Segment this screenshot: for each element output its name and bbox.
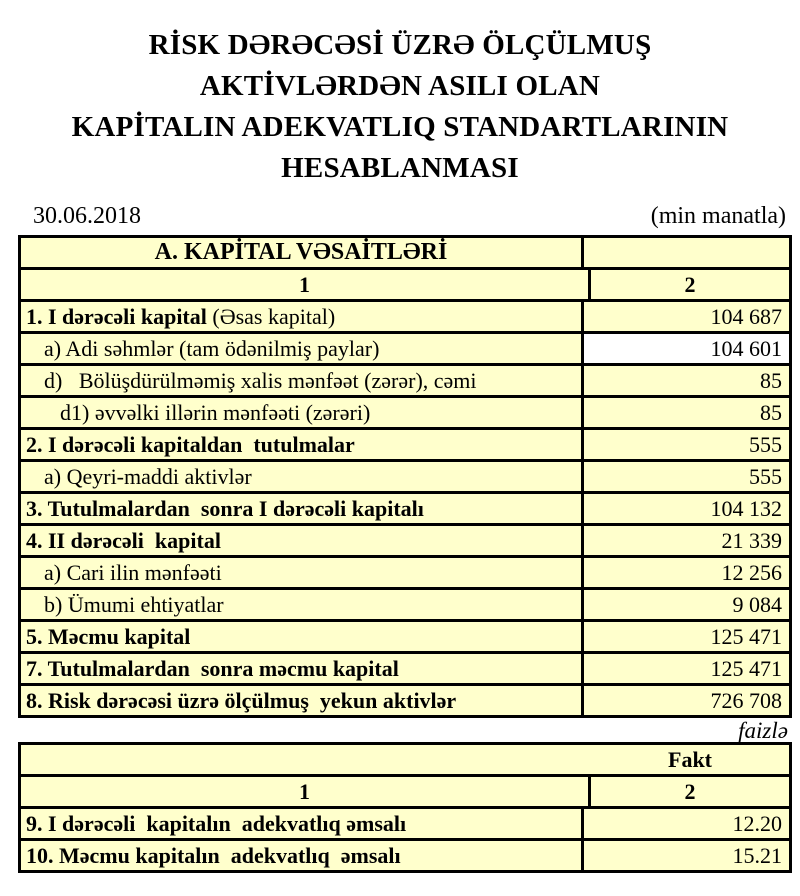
page-title	[10, 25, 790, 189]
table-row	[21, 651, 789, 683]
row-label: d) Bölüşdürülməmiş xalis mənfəət (zərər), cəmi	[44, 367, 477, 393]
table-section-header	[21, 238, 789, 267]
row-value: 555	[581, 430, 789, 459]
table-row	[21, 427, 789, 459]
adequacy-table	[18, 742, 792, 873]
section-header-value-cell	[581, 238, 789, 267]
row-label: d1) əvvəlki illərin mənfəəti (zərəri)	[60, 399, 371, 425]
row-label: a) Adi səhmlər (tam ödənilmiş paylar)	[44, 335, 380, 361]
table-row	[21, 683, 789, 715]
table-row	[21, 587, 789, 619]
table-row	[21, 806, 789, 838]
section-title: A. KAPİTAL VƏSAİTLƏRİ	[154, 239, 448, 265]
column-header-2: 2	[588, 270, 789, 299]
row-label: 4. II dərəcəli kapital	[26, 527, 221, 553]
row-label: 7. Tutulmalardan sonra məcmu kapital	[26, 655, 399, 681]
row-value: 85	[581, 398, 789, 427]
column-number-row	[21, 267, 789, 299]
row-value: 12.20	[581, 809, 789, 838]
meta-row	[0, 203, 800, 229]
column-header-1: 1	[299, 271, 310, 297]
title-line-3: KAPİTALIN ADEKVATLIQ STANDARTLARININ	[71, 111, 729, 143]
row-value: 104 687	[581, 302, 789, 331]
row-value: 125 471	[581, 622, 789, 651]
table-row	[21, 491, 789, 523]
row-value: 555	[581, 462, 789, 491]
row-label: 5. Məcmu kapital	[26, 623, 191, 649]
table-row	[21, 619, 789, 651]
row-label: 1. I dərəcəli kapital (Əsas kapital)	[26, 303, 336, 329]
row-value: 125 471	[581, 654, 789, 683]
row-label: 2. I dərəcəli kapitaldan tutulmalar	[26, 431, 355, 457]
row-value: 104 132	[581, 494, 789, 523]
row-value-highlighted: 104 601	[581, 334, 789, 363]
title-line-4: HESABLANMASI	[281, 152, 519, 184]
column-number-row	[21, 774, 789, 806]
row-value: 726 708	[581, 686, 789, 715]
row-value: 12 256	[581, 558, 789, 587]
table-row	[21, 838, 789, 870]
row-label: 8. Risk dərəcəsi üzrə ölçülmuş yekun aktivlər	[26, 687, 457, 713]
row-value: 15.21	[581, 841, 789, 870]
table-row	[21, 299, 789, 331]
title-line-2: AKTİVLƏRDƏN ASILI OLAN	[199, 70, 601, 102]
column-header-1: 1	[299, 778, 310, 804]
capital-table	[18, 235, 792, 718]
report-page	[0, 25, 800, 896]
row-value: 9 084	[581, 590, 789, 619]
row-value: 85	[581, 366, 789, 395]
fakt-header: Fakt	[668, 746, 712, 772]
row-label: 10. Məcmu kapitalın adekvatlıq əmsalı	[26, 842, 401, 868]
report-date: 30.06.2018	[33, 203, 141, 229]
row-label: a) Qeyri-maddi aktivlər	[44, 463, 252, 489]
row-label: 3. Tutulmalardan sonra I dərəcəli kapitalı	[26, 495, 424, 521]
title-line-1: RİSK DƏRƏCƏSİ ÜZRƏ ÖLÇÜLMUŞ	[148, 29, 652, 61]
table-row	[21, 523, 789, 555]
table-row	[21, 363, 789, 395]
unit-label: (min manatla)	[650, 203, 786, 229]
column-header-2: 2	[588, 777, 789, 806]
percent-unit-label: faizlə	[738, 718, 788, 743]
row-value: 21 339	[581, 526, 789, 555]
table-row	[21, 395, 789, 427]
table-row	[21, 555, 789, 587]
row-label: b) Ümumi ehtiyatlar	[44, 591, 224, 617]
fakt-header-spacer	[21, 745, 591, 774]
row-label: 9. I dərəcəli kapitalın adekvatlıq əmsalı	[26, 810, 407, 836]
table-row	[21, 331, 789, 363]
row-label: a) Cari ilin mənfəəti	[44, 559, 222, 585]
table-row	[21, 459, 789, 491]
fakt-header-row	[21, 745, 789, 774]
